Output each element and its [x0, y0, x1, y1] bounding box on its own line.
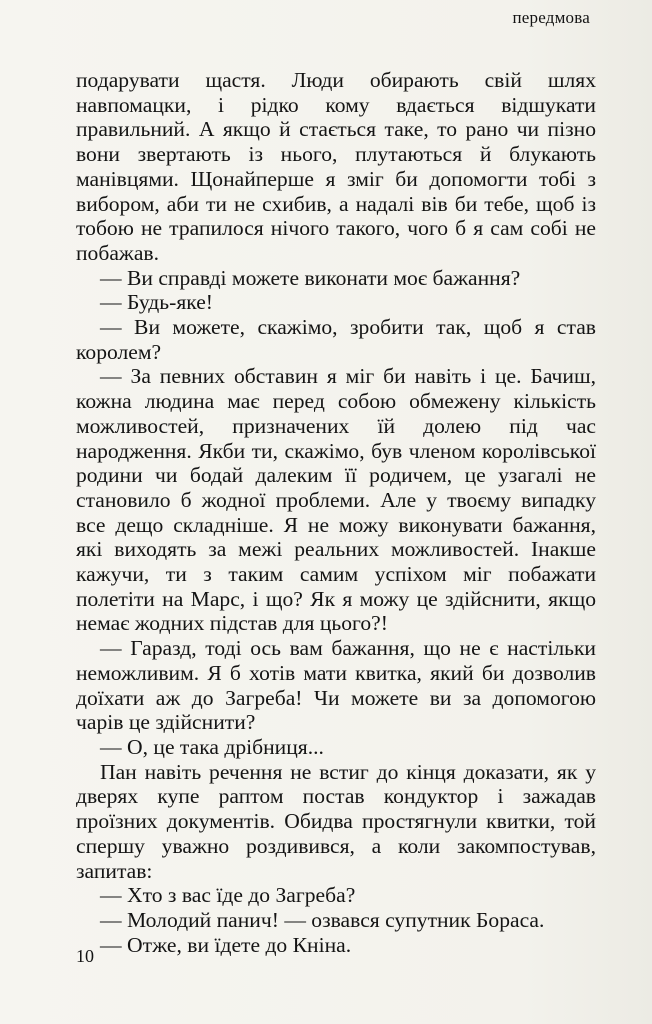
dialogue-line: — Хто з вас їде до Загреба? — [100, 883, 356, 908]
body-text — [76, 68, 596, 957]
dialogue-line: — Молодий панич! — озвався супутник Бораса. — [100, 907, 545, 932]
dialogue-line: — За певних обставин я міг би навіть і це. Бачиш, кожна людина має перед собою обмежену кількість можливостей, призначених їй долею під час народження. Якби ти, скажімо, був членом королівської родини чи бодай далеким її родичем, це узагалі не становило б жодної проблеми. Але у твоєму випадку все дещо складніше. Я не можу виконувати бажання, які виходять за межі реальних можливостей. Інакше кажучи, ти з таким самим успіхом міг побажати полетіти на Марс, і що? Як я можу це здійснити, якщо немає жодних підстав для цього?! — [76, 364, 596, 636]
dialogue-line: — Будь-яке! — [100, 290, 213, 315]
paragraph-continuation: подарувати щастя. Люди обирають свій шлях навпомацки, і рідко кому вдається відшукати правильний. А якщо й стається таке, то рано чи пізно вони звертають із нього, плутаються й блукають манівцями. Щонайперше я зміг би допомогти тобі з вибором, аби ти не схибив, а надалі вів би тебе, щоб із тобою не трапилося нічого такого, чого б я сам собі не побажав. — [76, 68, 596, 265]
running-head: передмова — [512, 8, 590, 27]
narrative-paragraph: Пан навіть речення не встиг до кінця доказати, як у дверях купе раптом постав кондуктор і зажадав проїзних документів. Обидва простягнули квитки, той спершу уважно роздивився, а коли закомпостував, запитав: — [76, 759, 596, 883]
dialogue-line: — Отже, ви їдете до Кніна. — [100, 932, 352, 957]
dialogue-line: — Ви можете, скажімо, зробити так, щоб я став королем? — [76, 315, 596, 364]
dialogue-line: — Гаразд, тоді ось вам бажання, що не є настільки неможливим. Я б хотів мати квитка, який би дозволив доїхати аж до Загреба! Чи можете ви за допомогою чарів це здійснити? — [76, 636, 596, 735]
page-number: 10 — [76, 946, 94, 966]
dialogue-line: — О, це така дрібниця... — [100, 734, 324, 759]
dialogue-line: — Ви справді можете виконати моє бажання? — [100, 265, 521, 290]
